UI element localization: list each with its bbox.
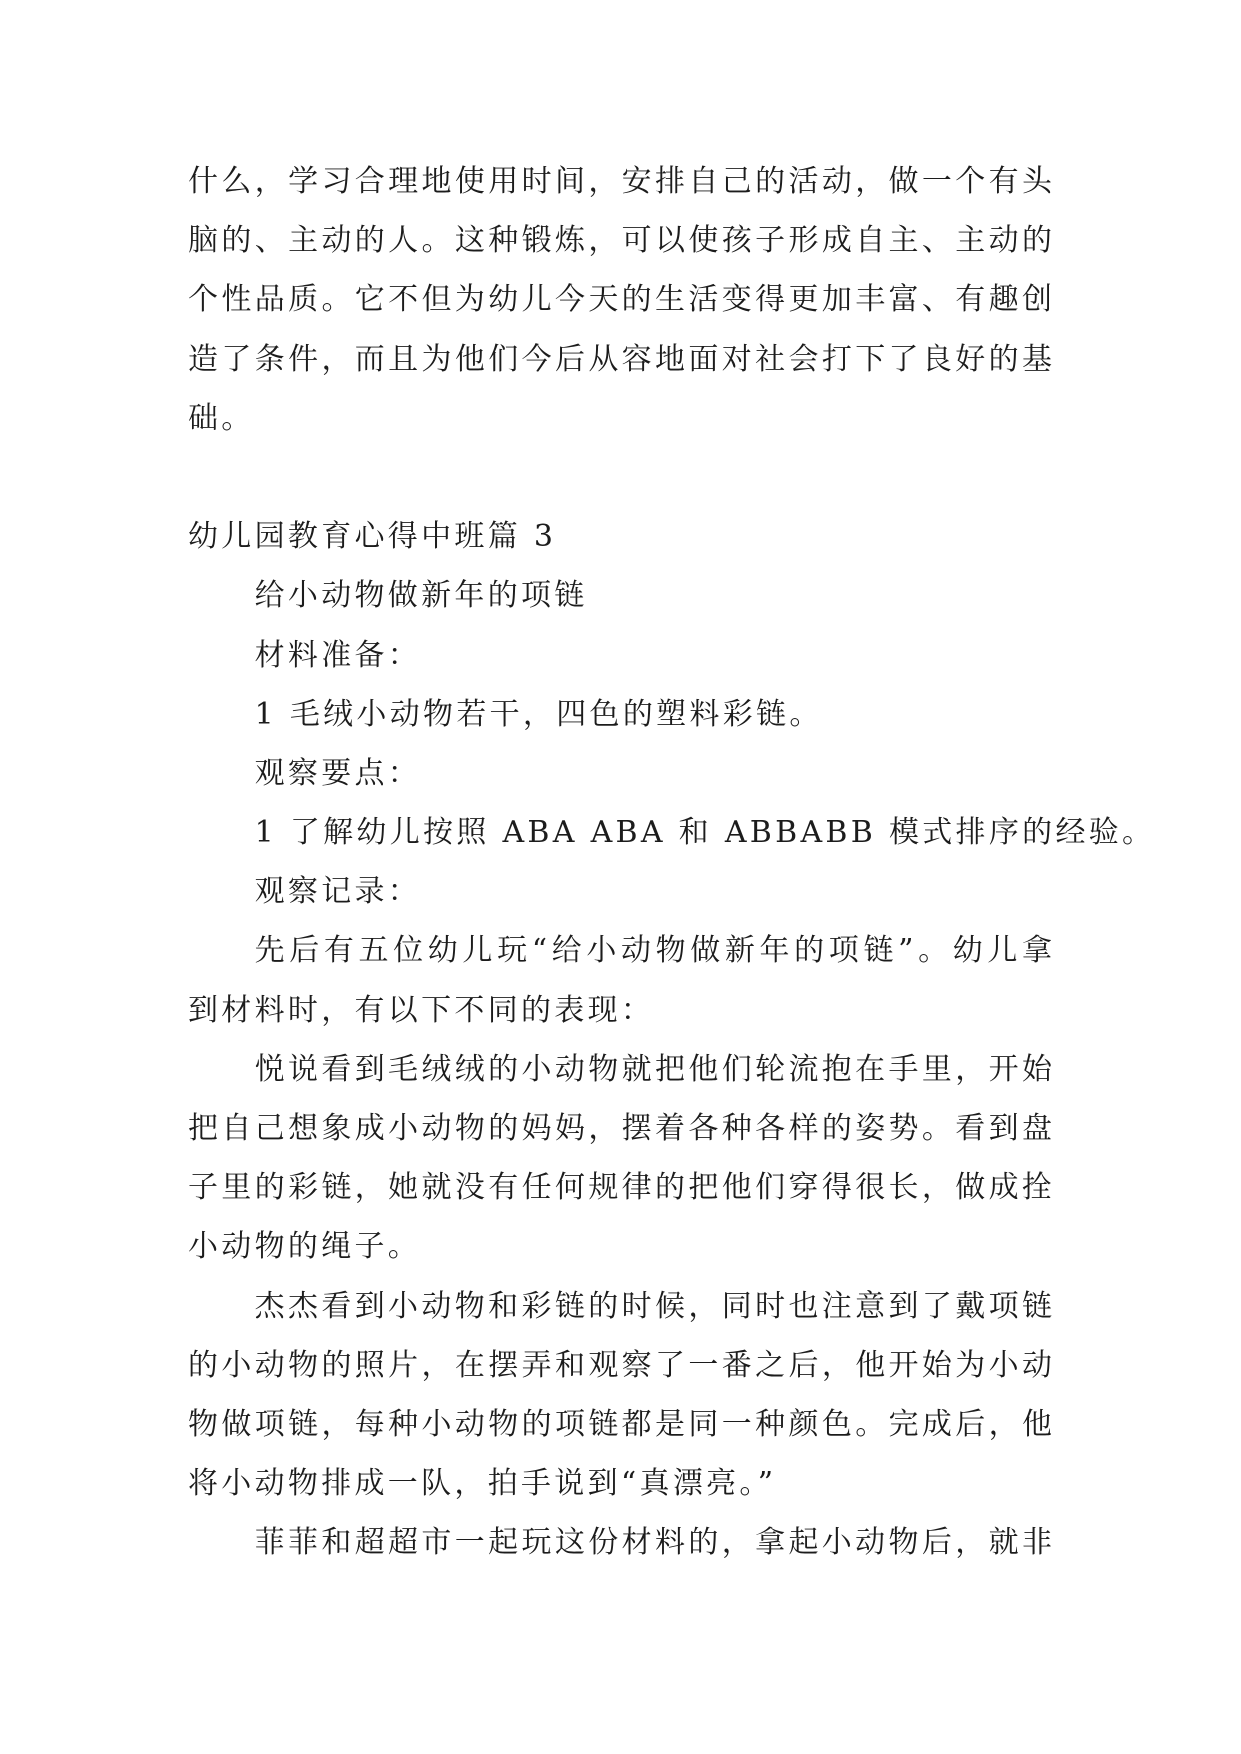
paragraph-line: 什么，学习合理地使用时间，安排自己的活动，做一个有头	[188, 164, 1054, 199]
record-paragraph	[188, 1513, 1054, 1572]
paragraph-line: 础。	[188, 400, 255, 436]
paragraph-line: 将小动物排成一队，拍手说到“真漂亮。”	[188, 1466, 777, 1502]
record-paragraph	[188, 1040, 1054, 1277]
record-paragraph	[188, 921, 1054, 1039]
materials-label: 材料准备：	[254, 637, 422, 673]
observation-points-label: 观察要点：	[254, 755, 422, 791]
paragraph-line: 杰杰看到小动物和彩链的时候，同时也注意到了戴项链	[254, 1288, 1054, 1324]
activity-title: 给小动物做新年的项链	[254, 578, 588, 614]
document-page	[188, 152, 1156, 1573]
paragraph-line: 悦说看到毛绒绒的小动物就把他们轮流抱在手里，开始	[254, 1051, 1054, 1087]
paragraph-line: 菲菲和超超市一起玩这份材料的，拿起小动物后，就非	[254, 1525, 1054, 1561]
paragraph-line: 子里的彩链，她就没有任何规律的把他们穿得很长，做成拴	[188, 1170, 1054, 1206]
paragraph-line: 小动物的绳子。	[188, 1229, 422, 1265]
materials-item: 1 毛绒小动物若干，四色的塑料彩链。	[254, 696, 823, 732]
paragraph-line: 脑的、主动的人。这种锻炼，可以使孩子形成自主、主动的	[188, 223, 1054, 259]
paragraph-line: 把自己想象成小动物的妈妈，摆着各种各样的姿势。看到盘	[188, 1111, 1054, 1146]
blank-line	[188, 448, 1054, 507]
observation-record-label: 观察记录：	[254, 874, 422, 910]
paragraph-line: 到材料时，有以下不同的表现：	[188, 992, 655, 1028]
record-paragraph	[188, 1277, 1054, 1514]
paragraph-line: 的小动物的照片，在摆弄和观察了一番之后，他开始为小动	[188, 1347, 1054, 1383]
paragraph-line: 个性品质。它不但为幼儿今天的生活变得更加丰富、有趣创	[188, 282, 1054, 318]
paragraph-line: 造了条件，而且为他们今后从容地面对社会打下了良好的基	[188, 341, 1054, 377]
continuation-paragraph	[188, 152, 1054, 448]
paragraph-line: 先后有五位幼儿玩“给小动物做新年的项链”。幼儿拿	[254, 933, 1054, 969]
section-heading: 幼儿园教育心得中班篇 3	[188, 519, 557, 555]
observation-points-item: 1 了解幼儿按照 ABA ABA 和 ABBABB 模式排序的经验。	[254, 815, 1156, 851]
paragraph-line: 物做项链，每种小动物的项链都是同一种颜色。完成后，他	[188, 1406, 1054, 1442]
